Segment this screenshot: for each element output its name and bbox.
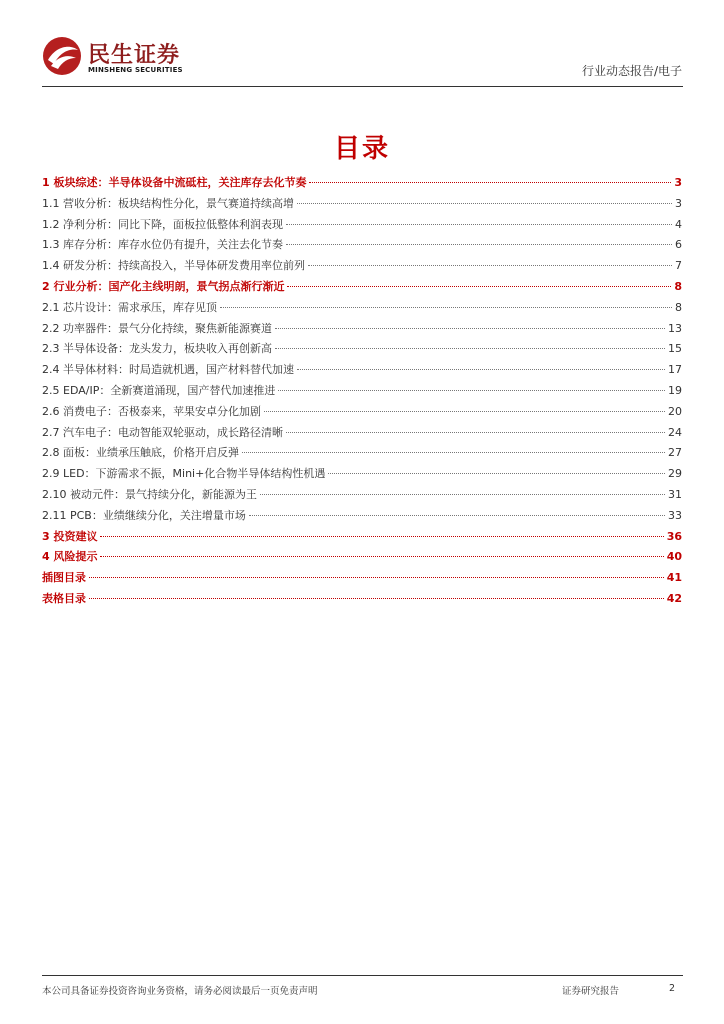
toc-dot-leader	[100, 536, 663, 537]
toc-entry-label: 1.4 研发分析：持续高投入，半导体研发费用率位前列	[42, 259, 305, 273]
toc-entry-page: 4	[675, 217, 682, 231]
toc-dot-leader	[242, 452, 665, 453]
toc-entry[interactable]	[42, 382, 682, 403]
toc-entry-page: 42	[666, 591, 682, 605]
toc-entry-page: 31	[668, 487, 682, 501]
toc-entry[interactable]	[42, 507, 682, 528]
toc-entry-page: 3	[674, 176, 682, 189]
toc-title: 目录	[333, 134, 390, 164]
toc-dot-leader	[220, 307, 672, 308]
toc-entry[interactable]	[42, 257, 682, 278]
toc-entry-page: 8	[674, 279, 682, 293]
toc-dot-leader	[297, 203, 672, 204]
toc-entry-label: 2.4 半导体材料：时局造就机遇，国产材料替代加速	[42, 363, 294, 377]
toc-entry-label: 2.6 消费电子：否极泰来，苹果安卓分化加剧	[42, 404, 261, 418]
toc-dot-leader	[286, 224, 672, 225]
toc-entry-page: 20	[668, 404, 682, 418]
toc-entry[interactable]	[42, 195, 682, 216]
toc-dot-leader	[89, 577, 664, 578]
toc-dot-leader	[100, 556, 663, 557]
footer-report-type: 证券研究报告	[562, 986, 620, 997]
toc-entry-page: 8	[675, 300, 682, 314]
company-logo	[42, 36, 192, 78]
toc-entry-page: 7	[675, 259, 682, 273]
toc-entry-page: 13	[668, 321, 682, 335]
toc-entry-page: 36	[666, 529, 682, 543]
toc-entry-label: 2.10 被动元件：景气持续分化，新能源为王	[42, 487, 257, 501]
toc-dot-leader	[275, 348, 665, 349]
table-of-contents	[42, 174, 682, 611]
toc-entry-label: 4 风险提示	[42, 550, 98, 564]
toc-entry-label: 2.3 半导体设备：龙头发力，板块收入再创新高	[42, 342, 272, 356]
toc-dot-leader	[249, 515, 665, 516]
toc-dot-leader	[275, 328, 665, 329]
toc-entry[interactable]	[42, 216, 682, 237]
toc-entry[interactable]	[42, 361, 682, 382]
toc-entry[interactable]	[42, 590, 682, 611]
toc-entry-label: 2.9 LED：下游需求不振，Mini+化合物半导体结构性机遇	[42, 467, 326, 481]
logo-chinese-name: 民生证券	[88, 43, 181, 68]
toc-entry-label: 2.11 PCB：业绩继续分化，关注增量市场	[42, 508, 246, 522]
toc-entry-label: 2.1 芯片设计：需求承压，库存见顶	[42, 300, 217, 314]
toc-entry[interactable]	[42, 548, 682, 569]
footer-divider	[42, 975, 683, 976]
toc-entry[interactable]	[42, 424, 682, 445]
toc-dot-leader	[308, 265, 672, 266]
toc-dot-leader	[286, 244, 672, 245]
toc-entry[interactable]	[42, 278, 682, 299]
toc-entry[interactable]	[42, 569, 682, 590]
toc-entry-label: 3 投资建议	[42, 529, 98, 543]
toc-entry-page: 41	[666, 571, 682, 585]
toc-entry[interactable]	[42, 320, 682, 341]
toc-entry-label: 2.5 EDA/IP：全新赛道涌现，国产替代加速推进	[42, 383, 276, 397]
toc-dot-leader	[278, 390, 665, 391]
toc-entry[interactable]	[42, 486, 682, 507]
toc-dot-leader	[260, 494, 665, 495]
toc-dot-leader	[287, 286, 671, 287]
logo-english-name: MINSHENG SECURITIES	[88, 66, 183, 74]
toc-dot-leader	[309, 182, 671, 183]
toc-entry-page: 3	[675, 196, 682, 210]
toc-entry-page: 29	[668, 467, 682, 481]
toc-dot-leader	[297, 369, 665, 370]
toc-entry-page: 6	[675, 238, 682, 252]
toc-entry-page: 17	[668, 363, 682, 377]
toc-entry[interactable]	[42, 236, 682, 257]
toc-entry-label: 2.2 功率器件：景气分化持续，聚焦新能源赛道	[42, 321, 272, 335]
toc-entry[interactable]	[42, 444, 682, 465]
toc-dot-leader	[286, 432, 665, 433]
page-header	[0, 0, 724, 92]
toc-entry[interactable]	[42, 174, 682, 195]
toc-entry-page: 15	[668, 342, 682, 356]
toc-entry-label: 1.1 营收分析：板块结构性分化，景气赛道持续高增	[42, 196, 294, 210]
toc-entry-page: 19	[668, 383, 682, 397]
toc-dot-leader	[89, 598, 664, 599]
toc-entry-label: 1.3 库存分析：库存水位仍有提升，关注去化节奏	[42, 238, 283, 252]
toc-entry-label: 表格目录	[42, 591, 86, 605]
report-category: 行业动态报告/电子	[581, 64, 682, 78]
toc-entry[interactable]	[42, 403, 682, 424]
toc-entry[interactable]	[42, 340, 682, 361]
toc-entry[interactable]	[42, 528, 682, 549]
footer-disclaimer: 本公司具备证券投资咨询业务资格，请务必阅读最后一页免责声明	[42, 986, 318, 997]
toc-dot-leader	[328, 473, 665, 474]
header-divider	[42, 86, 683, 87]
toc-entry-label: 插图目录	[42, 571, 86, 585]
minsheng-logo-icon	[42, 36, 82, 76]
toc-entry-label: 1 板块综述：半导体设备中流砥柱，关注库存去化节奏	[42, 176, 307, 189]
toc-entry-page: 40	[666, 550, 682, 564]
toc-entry-page: 27	[668, 446, 682, 460]
toc-entry[interactable]	[42, 299, 682, 320]
toc-entry[interactable]	[42, 465, 682, 486]
toc-entry-label: 2.7 汽车电子：电动智能双轮驱动，成长路径清晰	[42, 425, 283, 439]
toc-entry-page: 33	[668, 508, 682, 522]
footer-page-number: 2	[669, 983, 676, 994]
toc-entry-label: 2 行业分析：国产化主线明朗，景气拐点渐行渐近	[42, 279, 285, 293]
toc-dot-leader	[264, 411, 665, 412]
toc-entry-label: 2.8 面板：业绩承压触底，价格开启反弹	[42, 446, 239, 460]
toc-entry-label: 1.2 净利分析：同比下降，面板拉低整体利润表现	[42, 217, 283, 231]
toc-entry-page: 24	[668, 425, 682, 439]
